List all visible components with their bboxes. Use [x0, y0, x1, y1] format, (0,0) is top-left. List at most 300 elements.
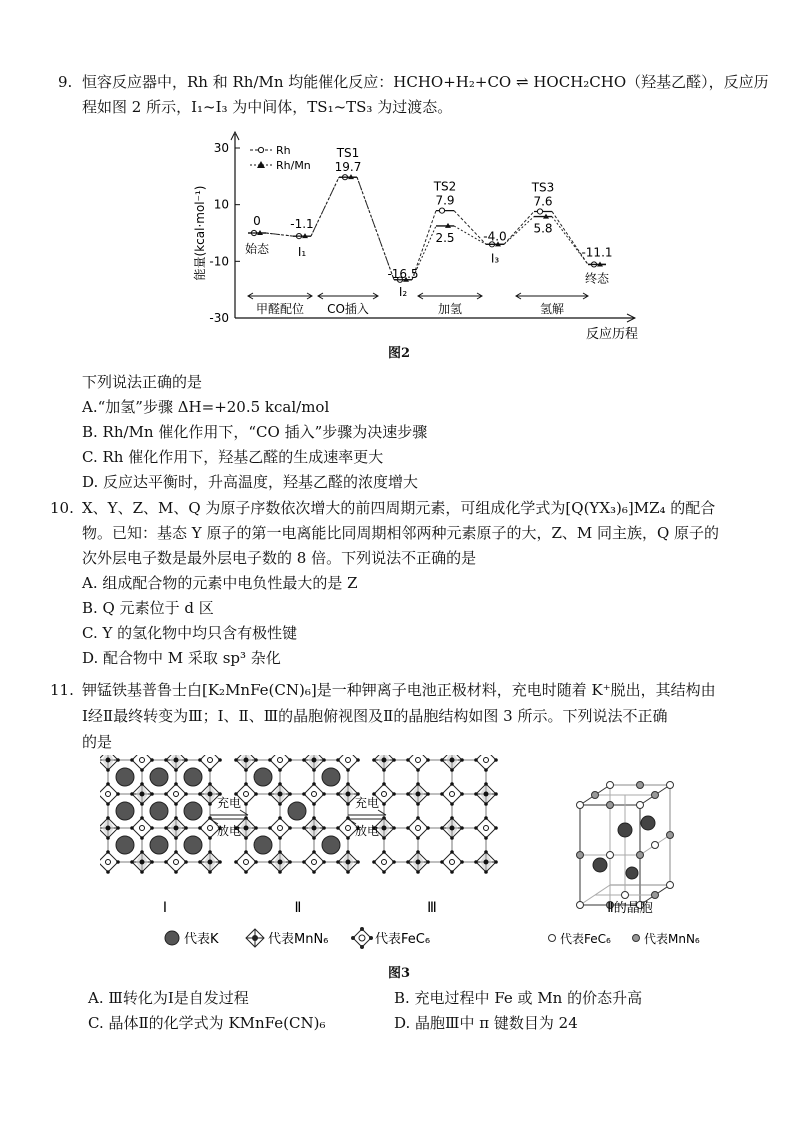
legend-mn: 代表MnN₆: [268, 932, 329, 947]
mn-octahedron: [440, 755, 464, 772]
octahedron-center: [140, 758, 145, 763]
ligand-atom: [494, 860, 498, 864]
ligand-atom: [312, 802, 316, 806]
data-label: 5.8: [533, 221, 553, 236]
legend-cell-mn: 代表MnN₆: [644, 932, 700, 946]
state-label: TS3: [531, 180, 555, 195]
fe-octahedron: [100, 850, 120, 874]
ligand-atom: [484, 802, 488, 806]
fe-octahedron: [302, 850, 326, 874]
arrow1-top-label: 充电: [216, 796, 242, 810]
figure-3-caption: 图3: [388, 966, 411, 981]
octahedron-center: [208, 826, 213, 831]
ligand-atom: [174, 768, 178, 772]
octahedron-center: [106, 758, 111, 763]
ligand-atom: [322, 758, 326, 762]
ligand-atom: [288, 860, 292, 864]
ligand-atom: [474, 792, 478, 796]
series-rh-point: [439, 208, 444, 213]
ligand-atom: [244, 768, 248, 772]
ligand-atom: [106, 836, 110, 840]
data-label: -11.1: [581, 245, 613, 260]
ligand-atom: [426, 860, 430, 864]
label-ii: Ⅱ: [294, 900, 302, 916]
ligand-atom: [450, 782, 454, 786]
ligand-atom: [208, 870, 212, 874]
q10-number: 10.: [50, 499, 74, 517]
ligand-atom: [336, 826, 340, 830]
q9-option-d: D. 反应达平衡时，升高温度，羟基乙醛的浓度增大: [82, 473, 419, 491]
octahedron-center: [382, 758, 387, 763]
ligand-atom: [416, 782, 420, 786]
k-ion: [184, 802, 202, 820]
ligand-atom: [416, 850, 420, 854]
ligand-atom: [392, 758, 396, 762]
ligand-atom: [346, 782, 350, 786]
unit-cell-ii: [577, 782, 674, 909]
fe-octahedron: [234, 850, 258, 874]
q9-option-c: C. Rh 催化作用下，羟基乙醛的生成速率更大: [82, 448, 384, 466]
ligand-atom: [116, 758, 120, 762]
ligand-atom: [140, 802, 144, 806]
octahedron-center: [312, 826, 317, 831]
fe-octahedron: [336, 755, 360, 772]
octahedron-center: [484, 860, 489, 865]
ligand-atom: [474, 860, 478, 864]
octahedron-center: [174, 860, 179, 865]
octahedron-center: [312, 758, 317, 763]
mn-octahedron: [268, 782, 292, 806]
x-axis-label: 反应历程: [585, 327, 638, 342]
q11-option-d: D. 晶胞Ⅲ中 π 键数目为 24: [394, 1014, 578, 1032]
q11-number: 11.: [50, 681, 74, 699]
octahedron-center: [484, 792, 489, 797]
ligand-atom: [288, 758, 292, 762]
ligand-atom: [440, 792, 444, 796]
k-ion: [116, 768, 134, 786]
k-ion: [322, 768, 340, 786]
ligand-atom: [278, 836, 282, 840]
q10-line2: 物。已知：基态 Y 原子的第一电离能比同周期相邻两种元素原子的大，Z、M 同主族，Q 原子的: [82, 524, 720, 542]
k-ion: [254, 768, 272, 786]
data-label: 2.5: [435, 230, 455, 245]
ligand-atom: [474, 758, 478, 762]
mn-octahedron: [302, 816, 326, 840]
octahedron-center: [312, 860, 317, 865]
octahedron-center: [244, 826, 249, 831]
ligand-atom: [440, 860, 444, 864]
ligand-atom: [450, 802, 454, 806]
data-label: 7.6: [533, 194, 553, 209]
ligand-atom: [244, 850, 248, 854]
ligand-atom: [426, 792, 430, 796]
y-tick-label: -10: [209, 254, 229, 269]
series-rh-connector: [454, 211, 486, 245]
ligand-atom: [130, 758, 134, 762]
octahedron-center: [484, 826, 489, 831]
mn-octahedron: [268, 850, 292, 874]
k-ion: [184, 768, 202, 786]
ligand-atom: [174, 782, 178, 786]
ligand-atom: [382, 850, 386, 854]
data-label: 19.7: [334, 160, 362, 175]
ligand-atom: [254, 792, 258, 796]
ligand-atom: [406, 792, 410, 796]
ligand-atom: [208, 768, 212, 772]
ligand-atom: [140, 768, 144, 772]
ligand-atom: [440, 826, 444, 830]
ligand-atom: [426, 826, 430, 830]
ligand-atom: [244, 836, 248, 840]
octahedron-center: [346, 758, 351, 763]
octahedron-center: [450, 758, 455, 763]
ligand-atom: [254, 860, 258, 864]
ligand-atom: [312, 816, 316, 820]
octahedron-center: [106, 826, 111, 831]
ligand-atom: [288, 826, 292, 830]
ligand-atom: [106, 870, 110, 874]
ligand-atom: [130, 792, 134, 796]
ligand-atom: [116, 826, 120, 830]
ligand-atom: [278, 768, 282, 772]
ligand-atom: [174, 870, 178, 874]
ligand-atom: [130, 826, 134, 830]
ligand-atom: [130, 860, 134, 864]
q11-option-c: C. 晶体Ⅱ的化学式为 KMnFe(CN)₆: [88, 1014, 326, 1032]
ligand-atom: [460, 758, 464, 762]
q10-option-c: C. Y 的氢化物中均只含有极性键: [82, 624, 298, 642]
ligand-atom: [164, 860, 168, 864]
ligand-atom: [244, 802, 248, 806]
ligand-atom: [218, 758, 222, 762]
ligand-atom: [106, 850, 110, 854]
ligand-atom: [278, 850, 282, 854]
crystal-structure-figure: [100, 755, 720, 955]
legend-cell-fe-swatch: [549, 935, 556, 942]
ligand-atom: [494, 792, 498, 796]
mn-octahedron: [302, 755, 326, 772]
ligand-atom: [140, 836, 144, 840]
ligand-atom: [356, 860, 360, 864]
mn-octahedron: [100, 755, 120, 772]
ligand-atom: [174, 850, 178, 854]
octahedron-center: [208, 860, 213, 865]
ligand-atom: [106, 802, 110, 806]
fe-octahedron: [130, 816, 154, 840]
ligand-atom: [474, 826, 478, 830]
ligand-atom: [106, 768, 110, 772]
mn-octahedron: [164, 816, 188, 840]
k-ion: [116, 836, 134, 854]
fe-octahedron: [372, 850, 396, 874]
ligand-atom: [346, 802, 350, 806]
fe-octahedron: [164, 850, 188, 874]
ligand-atom: [484, 768, 488, 772]
ligand-atom: [382, 870, 386, 874]
mn-octahedron: [198, 850, 222, 874]
step-label: CO插入: [327, 302, 369, 316]
ligand-atom: [208, 782, 212, 786]
q11-line1: 钾锰铁基普鲁士白[K₂MnFe(CN)₆]是一种钾离子电池正极材料，充电时随着 K⁺脱出，其结构由: [82, 681, 716, 699]
ligand-atom: [450, 836, 454, 840]
ligand-atom: [150, 792, 154, 796]
ligand-atom: [484, 850, 488, 854]
y-axis-label: 能量(kcal·mol⁻¹): [193, 185, 207, 281]
ligand-atom: [450, 816, 454, 820]
ligand-atom: [392, 860, 396, 864]
state-label: TS2: [433, 179, 457, 194]
ligand-atom: [198, 826, 202, 830]
octahedron-center: [278, 826, 283, 831]
fe-octahedron: [440, 850, 464, 874]
data-label: -4.0: [483, 229, 507, 244]
octahedron-center: [346, 826, 351, 831]
octahedron-center: [140, 826, 145, 831]
ligand-atom: [382, 782, 386, 786]
octahedron-center: [416, 826, 421, 831]
arrow2-bottom-label: 放电: [354, 824, 380, 838]
ligand-atom: [234, 860, 238, 864]
k-ion: [150, 768, 168, 786]
q11-line3: 的是: [82, 733, 113, 751]
series-rh-point: [537, 209, 542, 214]
ligand-atom: [494, 826, 498, 830]
fe-octahedron: [198, 755, 222, 772]
ligand-atom: [484, 870, 488, 874]
legend-cell-fe: 代表FeC₆: [560, 932, 611, 946]
ligand-atom: [382, 802, 386, 806]
legend-fe-swatch: [351, 927, 373, 949]
ligand-atom: [164, 826, 168, 830]
ligand-atom: [106, 782, 110, 786]
octahedron-center: [174, 758, 179, 763]
q9-option-a: A.“加氢”步骤 ΔH=+20.5 kcal/mol: [82, 398, 330, 416]
mn-octahedron: [474, 782, 498, 806]
ligand-atom: [268, 792, 272, 796]
state-label: 终态: [584, 271, 610, 286]
state-label: I₂: [398, 284, 408, 299]
ligand-atom: [140, 816, 144, 820]
octahedron-center: [244, 792, 249, 797]
state-label: 始态: [244, 242, 270, 256]
ligand-atom: [416, 836, 420, 840]
ligand-atom: [346, 850, 350, 854]
octahedron-center: [140, 792, 145, 797]
octahedron-center: [208, 792, 213, 797]
octahedron-center: [312, 792, 317, 797]
ligand-atom: [460, 792, 464, 796]
ligand-atom: [312, 782, 316, 786]
ligand-atom: [184, 758, 188, 762]
octahedron-center: [278, 758, 283, 763]
ligand-atom: [140, 850, 144, 854]
mn-octahedron: [336, 850, 360, 874]
fe-octahedron: [474, 755, 498, 772]
ligand-atom: [440, 758, 444, 762]
fe-octahedron: [406, 816, 430, 840]
ligand-atom: [312, 870, 316, 874]
legend-fe: 代表FeC₆: [375, 932, 431, 947]
q10-line1: X、Y、Z、M、Q 为原子序数依次增大的前四周期元素，可组成化学式为[Q(YX₃)₆]MZ₄ 的配合: [82, 499, 716, 517]
step-label: 甲醛配位: [255, 302, 305, 316]
octahedron-center: [106, 860, 111, 865]
lattice-panel: [100, 755, 222, 874]
octahedron-center: [450, 826, 455, 831]
q11-option-b: B. 充电过程中 Fe 或 Mn 的价态升高: [394, 989, 643, 1007]
series-rh-connector: [504, 211, 534, 244]
arrow2-top-label: 充电: [354, 796, 380, 810]
mn-octahedron: [234, 755, 258, 772]
legend-rh-label: Rh: [276, 144, 291, 157]
octahedron-center: [346, 860, 351, 865]
octahedron-center: [140, 860, 145, 865]
ligand-atom: [140, 782, 144, 786]
lattice-panel: [234, 755, 360, 874]
ligand-atom: [244, 782, 248, 786]
ligand-atom: [406, 826, 410, 830]
step-label: 加氢: [437, 302, 463, 316]
mn-octahedron: [130, 782, 154, 806]
mn-octahedron: [474, 850, 498, 874]
data-label: -1.1: [290, 217, 314, 232]
octahedron-center: [174, 792, 179, 797]
ligand-atom: [382, 836, 386, 840]
ligand-atom: [406, 860, 410, 864]
ligand-atom: [302, 758, 306, 762]
ligand-atom: [302, 792, 306, 796]
mn-octahedron: [406, 782, 430, 806]
octahedron-center: [244, 860, 249, 865]
q10-line3: 次外层电子数是最外层电子数的 8 倍。下列说法不正确的是: [82, 549, 477, 567]
ligand-atom: [416, 816, 420, 820]
ligand-atom: [356, 758, 360, 762]
ligand-atom: [302, 826, 306, 830]
ligand-atom: [312, 768, 316, 772]
ligand-atom: [268, 758, 272, 762]
ligand-atom: [416, 768, 420, 772]
step-label: 氢解: [539, 302, 565, 316]
q10-option-d: D. 配合物中 M 采取 sp³ 杂化: [82, 649, 281, 667]
ligand-atom: [164, 792, 168, 796]
ligand-atom: [244, 870, 248, 874]
legend-cell-mn-swatch: [633, 935, 640, 942]
series-rhmn-connector: [504, 217, 534, 245]
ligand-atom: [484, 836, 488, 840]
ligand-atom: [174, 816, 178, 820]
figure-2-caption: 图2: [388, 346, 411, 361]
ligand-atom: [106, 816, 110, 820]
ligand-atom: [312, 836, 316, 840]
ligand-atom: [450, 850, 454, 854]
fe-octahedron: [474, 816, 498, 840]
legend-rhmn-label: Rh/Mn: [276, 159, 311, 172]
ligand-atom: [392, 792, 396, 796]
legend-rh-marker: [258, 147, 263, 152]
series-rhmn-connector: [266, 233, 293, 236]
octahedron-center: [416, 758, 421, 763]
ligand-atom: [336, 860, 340, 864]
data-label: 7.9: [435, 193, 455, 208]
q10-option-b: B. Q 元素位于 d 区: [82, 599, 214, 617]
ligand-atom: [322, 826, 326, 830]
ligand-atom: [372, 860, 376, 864]
ligand-atom: [346, 870, 350, 874]
fe-octahedron: [406, 755, 430, 772]
octahedron-center: [416, 860, 421, 865]
octahedron-center: [244, 758, 249, 763]
k-ion: [254, 836, 272, 854]
octahedron-center: [416, 792, 421, 797]
ligand-atom: [484, 816, 488, 820]
ligand-atom: [336, 792, 340, 796]
ligand-atom: [382, 768, 386, 772]
fe-octahedron: [130, 755, 154, 772]
octahedron-center: [382, 860, 387, 865]
k-ion: [322, 836, 340, 854]
ligand-atom: [184, 860, 188, 864]
y-tick-label: 30: [213, 141, 229, 155]
octahedron-center: [450, 860, 455, 865]
ligand-atom: [346, 768, 350, 772]
ligand-atom: [208, 850, 212, 854]
ligand-atom: [460, 860, 464, 864]
ligand-atom: [218, 860, 222, 864]
q9-stem-line2: 程如图 2 所示，I₁~I₃ 为中间体，TS₁~TS₃ 为过渡态。: [82, 98, 453, 116]
y-tick-label: 10: [213, 197, 229, 212]
ligand-atom: [426, 758, 430, 762]
label-ii-cell: Ⅱ的晶胞: [607, 901, 653, 916]
ligand-atom: [198, 758, 202, 762]
ligand-atom: [198, 792, 202, 796]
ligand-atom: [198, 860, 202, 864]
state-label: I₃: [490, 251, 500, 266]
ligand-atom: [208, 836, 212, 840]
ligand-atom: [150, 826, 154, 830]
legend-k-swatch: [165, 931, 179, 945]
ligand-atom: [372, 758, 376, 762]
ligand-atom: [174, 802, 178, 806]
mn-octahedron: [164, 755, 188, 772]
energy-profile-chart: [190, 128, 650, 356]
ligand-atom: [234, 758, 238, 762]
octahedron-center: [174, 826, 179, 831]
legend-mn-swatch: [246, 929, 264, 947]
octahedron-center: [382, 826, 387, 831]
octahedron-center: [278, 792, 283, 797]
ligand-atom: [460, 826, 464, 830]
fe-octahedron: [268, 755, 292, 772]
mn-octahedron: [440, 816, 464, 840]
ligand-atom: [268, 826, 272, 830]
ligand-atom: [346, 836, 350, 840]
mn-octahedron: [130, 850, 154, 874]
y-tick-label: -30: [209, 311, 229, 325]
k-ion: [116, 802, 134, 820]
data-label: 0: [253, 214, 261, 228]
ligand-atom: [416, 802, 420, 806]
fe-octahedron: [100, 782, 120, 806]
ligand-atom: [164, 758, 168, 762]
ligand-atom: [278, 870, 282, 874]
ligand-atom: [450, 768, 454, 772]
ligand-atom: [268, 860, 272, 864]
q11-line2: Ⅰ经Ⅱ最终转变为Ⅲ；Ⅰ、Ⅱ、Ⅲ的晶胞俯视图及Ⅱ的晶胞结构如图 3 所示。下列说法不正确: [82, 707, 668, 725]
ligand-atom: [288, 792, 292, 796]
mn-octahedron: [100, 816, 120, 840]
q9-prompt: 下列说法正确的是: [82, 373, 203, 391]
ligand-atom: [208, 802, 212, 806]
k-ion: [184, 836, 202, 854]
